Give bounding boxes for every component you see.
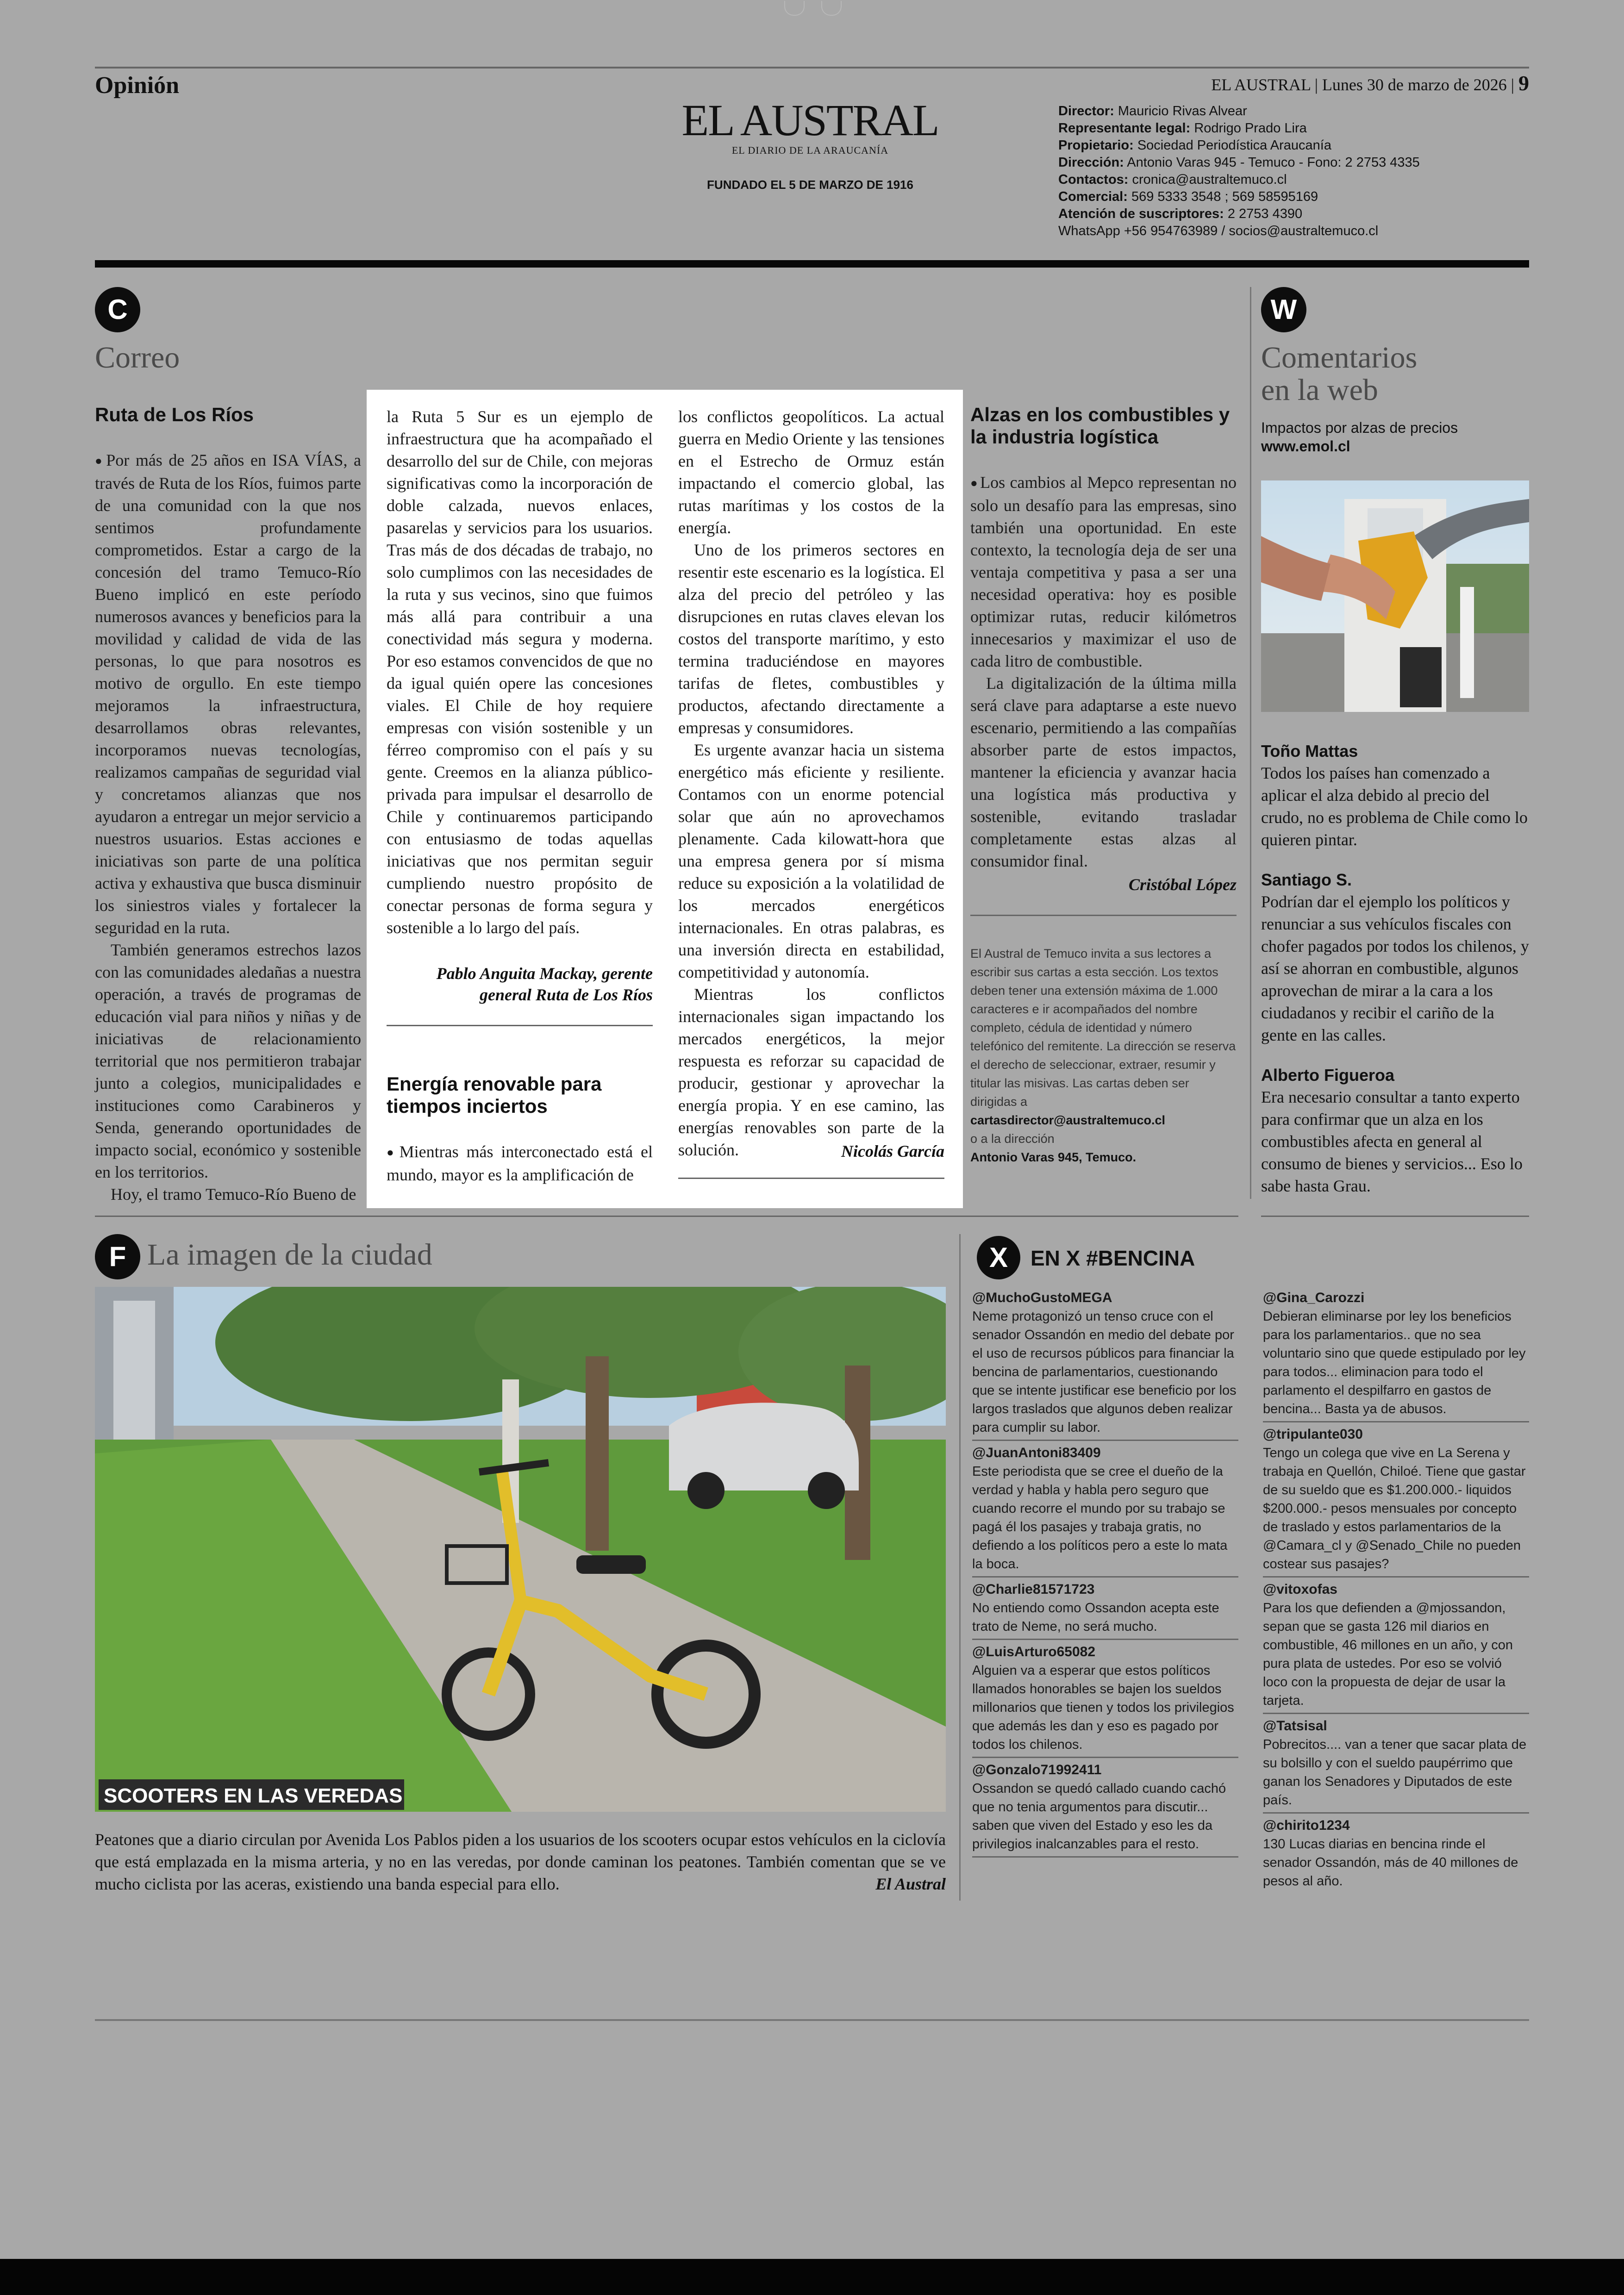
photo-caption: [95, 1828, 946, 1895]
web-comments: [1261, 741, 1530, 1197]
header-top-rule: [95, 67, 1529, 69]
tweet-handle[interactable]: @vitoxofas: [1263, 1582, 1337, 1597]
bottom-rule: [95, 2019, 1529, 2021]
bullet-icon: [95, 451, 106, 469]
tweet-handle[interactable]: @Gonzalo71992411: [972, 1762, 1102, 1777]
masthead-subtitle: EL DIARIO DE LA ARAUCANÍA: [731, 144, 889, 156]
tweet-handle[interactable]: @tripulante030: [1263, 1427, 1363, 1442]
middle-rule-right: [1261, 1216, 1529, 1217]
caption-text: Peatones que a diario circulan por Avenida Los Pablos piden a los usuarios de los scooters ocupar estos vehículos en la ciclovía que está emplazada en la misma arteria, y no en las veredas, por donde caminan los peatones. También comentan que se ve mucho ciclista por las aceras, existiendo una banda especial para ello.: [95, 1830, 946, 1893]
letter2-signature: Nicolás García: [841, 1142, 944, 1160]
letter1-column-1: [95, 449, 361, 1205]
web-title-line2: en la web: [1261, 373, 1378, 407]
masthead: EL AUSTRAL: [681, 95, 939, 145]
letter2-para: Mientras los conflictos internacionales sigan impactando los mercados energéticos, la mejor respuesta es reforzar su capacidad de producir, gestionar y aprovechar la energía propia. Y en ese camino, las energías renovables son parte de la solución.: [678, 985, 944, 1159]
page-info: [1211, 69, 1529, 99]
letter1-para: la Ruta 5 Sur es un ejemplo de infraestructura que ha acompañado el desarrollo del sur de Chile, con mejoras significativas como la incorporación de doble calzada, nuevos enlaces, pasarelas y servicios para los usuarios. Tras más de dos décadas de trabajo, no solo cumplimos con las necesidades de la ruta y sus vecinos, sino que fuimos más allá para contribuir a una conectividad más segura y moderna. Por eso estamos convencidos de que no da igual quién opere las concesiones viales. El Chile de hoy requiere empresas con visión sostenible y un férreo compromiso con el país y su gente. Creemos en la alianza público-privada para impulsar el desarrollo de Chile y continuaremos participando con entusiasmo de todas aquellas iniciativas que nos permitan seguir cumpliendo nuestro propósito de conectar personas de forma segura y sostenible a lo largo del país.: [387, 407, 653, 937]
staff-line: Director: Mauricio Rivas Alvear: [1058, 104, 1247, 118]
letter2-para: Es urgente avanzar hacia un sistema energético más eficiente y resiliente. Contamos con un enorme potencial solar que aún no aprovechamos plenamente. Cada kilowatt-hora que una empresa genera por sí misma reduce su exposición a la volatilidad de los mercados energéticos internacionales. En otras palabras, es una inversión directa en estabilidad, competitividad y autonomía.: [678, 741, 944, 981]
twitter-title: EN X #BENCINA: [1031, 1246, 1195, 1270]
prev-page-icon[interactable]: [784, 1, 805, 16]
next-page-icon[interactable]: [821, 1, 842, 16]
letter2-end-rule: [678, 1178, 944, 1179]
letter1-headline: Ruta de Los Ríos: [95, 404, 254, 425]
fuel-nozzle-photo: [1261, 480, 1529, 712]
letter2-column-2: [387, 1141, 653, 1186]
staff-line: WhatsApp +56 954763989 / socios@australtemuco.cl: [1058, 224, 1379, 238]
comment-text: Todos los países han comenzado a aplicar el alza debido al precio del crudo, no es problema de Chile como lo quieren pintar.: [1261, 764, 1528, 849]
tweet-text: Debieran eliminarse por ley los beneficios para los parlamentarios.. que no sea voluntario sino que quede estipulado por ley para todos... eliminacion para todo el parlamento el despilfarro en gastos de bencina... Basta ya de abusos.: [1263, 1309, 1526, 1416]
letter2-para: Uno de los primeros sectores en resentir este escenario es la logística. El alza del precio del petróleo y las disrupciones en rutas claves elevan los costos del transporte marítimo, y esto termina traduciéndose en mayores tarifas de fletes, combustibles y productos, afectando directamente a empresas y consumidores.: [678, 541, 944, 737]
letter3-signature: Cristóbal López: [1128, 875, 1237, 894]
tweet: [972, 1761, 1238, 1858]
letter3-column: [970, 471, 1237, 872]
city-scooter-photo: [95, 1287, 946, 1812]
twitter-divider: [959, 1234, 961, 1901]
tweet: [972, 1289, 1238, 1441]
letter2-column-3: [678, 405, 944, 1161]
tweet-text: Para los que defienden a @mjossandon, sepan que se gasta 126 mil diarios en combustible, 46 millones en un año, y con pura plata de ustedes. Por eso se volvió loco con la propuesta de dejar de usar la tarjeta.: [1263, 1601, 1513, 1708]
tweet: [1263, 1425, 1529, 1578]
letter1-column-2: [387, 405, 653, 939]
founded-line: FUNDADO EL 5 DE MARZO DE 1916: [707, 178, 913, 192]
tweet-handle[interactable]: @Gina_Carozzi: [1263, 1290, 1365, 1305]
web-comment: [1261, 741, 1530, 851]
tweet-text: Tengo un colega que vive en La Serena y trabaja en Quellón, Chiloé. Tiene que gastar de su sueldo que es $1.200.000.- liquidos $200.000.- pesos mensuales por concepto de traslado y estos parlamentarios de la @Camara_cl y @Senado_Chile no pueden costear sus pasajes?: [1263, 1446, 1526, 1572]
staff-line: Dirección: Antonio Varas 945 - Temuco - Fono: 2 2753 4335: [1058, 155, 1420, 170]
tweet-handle[interactable]: @Tatsisal: [1263, 1718, 1327, 1734]
tweet-handle[interactable]: @chirito1234: [1263, 1818, 1350, 1833]
bullet-icon: [387, 1142, 400, 1161]
tweet-text: 130 Lucas diarias en bencina rinde el senador Ossandón, más de 40 millones de pesos al año.: [1263, 1837, 1518, 1889]
comment-author: Santiago S.: [1261, 870, 1352, 889]
tweet: [1263, 1580, 1529, 1714]
x-badge: X: [977, 1236, 1020, 1279]
page-line: EL AUSTRAL | Lunes 30 de marzo de 2026 |: [1211, 75, 1514, 94]
letter3-para: ● Los cambios al Mepco representan no solo un desafío para las empresas, sino también una oportunidad. En este contexto, la tecnología deja de ser una ventaja competitiva y pasa a ser una necesidad operativa: hoy es posible optimizar rutas, reducir kilómetros innecesarios y maximizar el uso de cada litro de combustible.: [970, 471, 1237, 672]
imagen-title: La imagen de la ciudad: [147, 1238, 432, 1272]
tweet-text: Neme protagonizó un tenso cruce con el senador Ossandón en medio del debate por el uso de recursos públicos para financiar la bencina de parlamentarios, cuestionando que se intente justificar ese beneficio por los largos traslados que algunos deben realizar para cumplir su labor.: [972, 1309, 1237, 1435]
web-source[interactable]: www.emol.cl: [1261, 438, 1350, 455]
tweet: [1263, 1816, 1529, 1893]
staff-box: [1058, 103, 1475, 240]
letter3-para: La digitalización de la última milla será clave para adaptarse a este nuevo escenario, permitiendo a las compañías absorber parte de estos impactos, mantener la eficiencia y avanzar hacia una logística más productiva y sostenible, evitando trasladar completamente estas alzas al consumidor final.: [970, 674, 1237, 870]
tweet-text: No entiendo como Ossandon acepta este trato de Neme, no será mucho.: [972, 1601, 1219, 1634]
comment-text: Podrían dar el ejemplo los políticos y renunciar a sus vehículos fiscales con chofer pagados por todos los chilenos, y así se ahorran en combustible, algunos aprovechan de mirar a la cara a los ciudadanos y recibir el cariño de la gente en las calles.: [1261, 892, 1529, 1044]
middle-rule: [95, 1216, 1238, 1217]
photo-label: SCOOTERS EN LAS VEREDAS: [104, 1784, 403, 1807]
correo-badge: C: [95, 287, 140, 332]
tweet: [972, 1580, 1238, 1640]
letter1-para: También generamos estrechos lazos con las comunidades aledañas a nuestra operación, a través de programas de educación vial para niños y niñas y de iniciativas de relacionamiento territorial que nos permitieron trabajar junto a colegios, municipalidades e instituciones como Carabineros y Senda, generando oportunidades de impacto social, económico y sostenible en los territorios.: [95, 941, 361, 1181]
letter3-end-rule: [970, 915, 1237, 916]
notice-text: El Austral de Temuco invita a sus lectores a escribir sus cartas a esta sección. Los textos deben tener una extensión máxima de 1.000 caracteres e ir acompañados del nombre completo, cédula de identidad y número telefónico del remitente. La dirección se reserva el derecho de seleccionar, extraer, resumir y titular las misivas. Las cartas deben ser dirigidas a: [970, 947, 1236, 1109]
comment-text: Era necesario consultar a tanto experto para confirmar que un alza en los combustibles afecta en general al consumo de bienes y servicios... Eso lo sabe hasta Grau.: [1261, 1088, 1523, 1195]
staff-line: Atención de suscriptores: 2 2753 4390: [1058, 206, 1303, 221]
correo-title: Correo: [95, 341, 180, 374]
web-divider: [1250, 287, 1251, 1199]
twitter-column-left: [972, 1289, 1238, 1860]
web-comment: [1261, 1065, 1530, 1197]
notice-or: o a la dirección: [970, 1132, 1055, 1146]
comment-author: Toño Mattas: [1261, 742, 1358, 761]
tweet: [1263, 1289, 1529, 1422]
tweet: [972, 1444, 1238, 1578]
letter2-para: los conflictos geopolíticos. La actual guerra en Medio Oriente y las tensiones en el Estrecho de Ormuz están impactando el comercio global, las rutas marítimas y los costos de la energía.: [678, 407, 944, 537]
staff-line: Contactos: cronica@australtemuco.cl: [1058, 172, 1287, 187]
tweet-handle[interactable]: @JuanAntoni83409: [972, 1445, 1101, 1460]
notice-address: Antonio Varas 945, Temuco.: [970, 1150, 1137, 1164]
staff-line: Representante legal: Rodrigo Prado Lira: [1058, 121, 1307, 136]
tweet-handle[interactable]: @Charlie81571723: [972, 1582, 1095, 1597]
staff-line: Comercial: 569 5333 3548 ; 569 58595169: [1058, 189, 1318, 204]
letter1-para: Hoy, el tramo Temuco-Río Bueno de: [111, 1185, 356, 1204]
web-comment: [1261, 869, 1530, 1046]
comment-author: Alberto Figueroa: [1261, 1066, 1395, 1085]
tweet-text: Ossandon se quedó callado cuando cachó que no tenia argumentos para discutir... saben que viven del Estado y eso les da privilegios inalcanzables para el resto.: [972, 1781, 1226, 1852]
tweet: [972, 1643, 1238, 1758]
tweet: [1263, 1717, 1529, 1814]
section-label: Opinión: [95, 72, 180, 99]
web-subtitle: Impactos por alzas de precios: [1261, 419, 1458, 436]
letter2-para: ● Mientras más interconectado está el mundo, mayor es la amplificación de: [387, 1141, 653, 1186]
web-badge: W: [1261, 287, 1306, 332]
letters-notice: [970, 944, 1237, 1166]
imagen-badge: F: [95, 1234, 140, 1279]
letter1-end-rule: [387, 1025, 653, 1026]
letter2-headline: Energía renovable para tiempos inciertos: [387, 1073, 602, 1117]
notice-email[interactable]: cartasdirector@australtemuco.cl: [970, 1113, 1165, 1127]
bullet-icon: [970, 473, 980, 492]
staff-line: Propietario: Sociedad Periodística Araucanía: [1058, 138, 1331, 153]
web-title-line1: Comentarios: [1261, 341, 1418, 374]
page-number: 9: [1518, 71, 1529, 95]
footer-bar: [0, 2259, 1624, 2295]
tweet-handle[interactable]: @MuchoGustoMEGA: [972, 1290, 1112, 1305]
caption-credit: El Austral: [875, 1875, 946, 1893]
tweet-handle[interactable]: @LuisArturo65082: [972, 1644, 1096, 1659]
tweet-text: Alguien va a esperar que estos políticos llamados honorables se bajen los sueldos millonarios que tienen y todos los privilegios que además les dan y eso es pagado por todos los chilenos.: [972, 1663, 1234, 1752]
twitter-column-right: [1263, 1289, 1529, 1896]
letter3-headline: Alzas en los combustibles y la industria logística: [970, 404, 1230, 448]
tweet-text: Pobrecitos.... van a tener que sacar plata de su bolsillo y con el sueldo paupérrimo que ganan los Senadores y Diputados de este país.: [1263, 1737, 1527, 1808]
letter1-signature: Pablo Anguita Mackay, gerente general Ruta de Los Ríos: [436, 964, 653, 1004]
header-thick-rule: [95, 260, 1529, 268]
letter1-para: ● Por más de 25 años en ISA VÍAS, a través de Ruta de los Ríos, fuimos parte de una comunidad con la que nos sentimos profundamente comprometidos. Estar a cargo de la concesión del tramo Temuco-Río Bueno implicó en este período numerosos avances y beneficios para la movilidad y calidad de vida de las personas, lo que para nosotros es motivo de orgullo. En este tiempo mejoramos la infraestructura, desarrollamos obras relevantes, incorporamos nuevas tecnologías, realizamos campañas de seguridad vial y concretamos alianzas que nos ayudaron a entregar un mejor servicio a nuestros usuarios. Estas acciones e iniciativas son parte de una política activa y exhaustiva que busca disminuir los siniestros viales y fortalecer la seguridad en la ruta.: [95, 449, 361, 939]
tweet-text: Este periodista que se cree el dueño de la verdad y habla y habla pero seguro que cuando recorre el mundo por su trabajo se pagá él los pasajes y trabaja gratis, no defiendo a los políticos pero a este lo mata la boca.: [972, 1464, 1228, 1572]
